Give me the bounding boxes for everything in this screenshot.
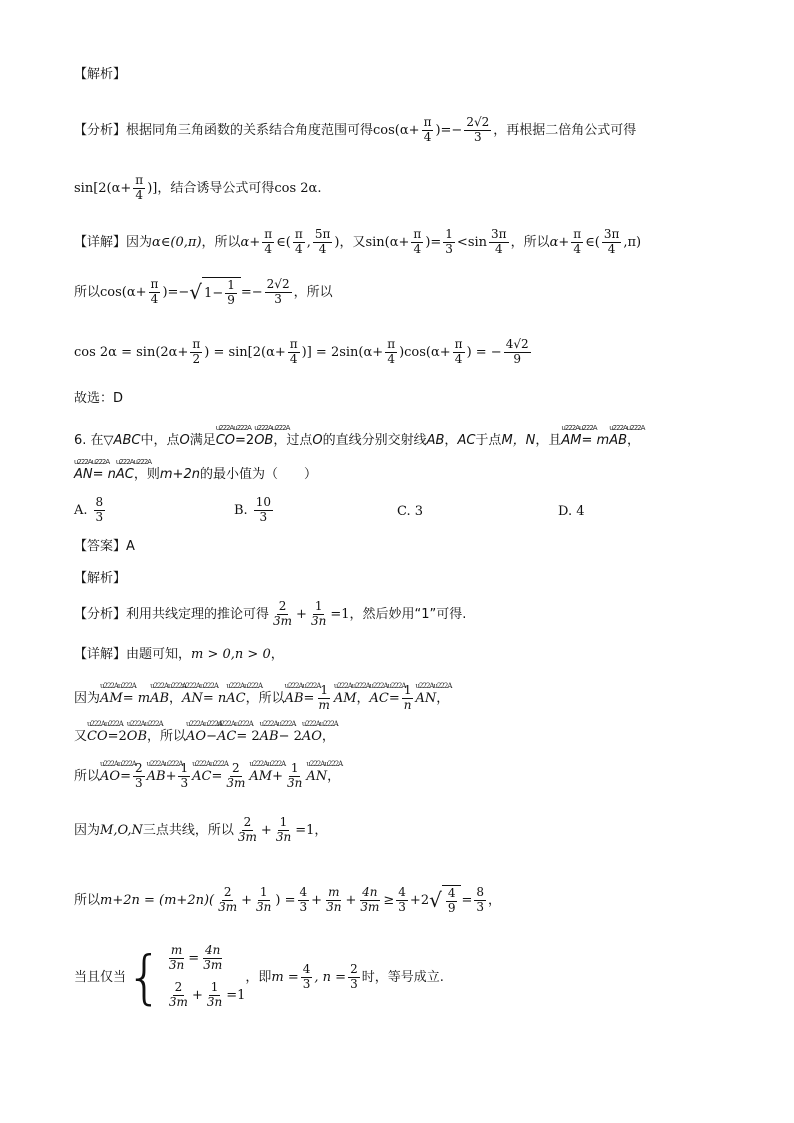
math: )	[334, 234, 340, 250]
q6-stem-line-1: 6. 在 ▽ABC 中，点 O 满足 u222Au222A CO =2 u222Au222A OB ，过点 O 的直线分别交射线 AB ， AC 于点 M，N ，且 u222Au222A AM = m u222Au222A AB ，	[74, 430, 754, 450]
math: cos(α+	[100, 284, 147, 300]
math-cos2a: cos 2α	[274, 180, 318, 196]
text: ，所以	[293, 284, 333, 300]
frac-2root2-3: $\frac{2√2}{3}$	[466, 114, 490, 144]
frac-pi-4: $\frac{\pi}{4}$	[423, 114, 432, 144]
jiexi-heading: 【解析】	[74, 67, 127, 82]
q6-xiangjie-line-6: 所以 m+2n = (m+2n)( $\frac{2}{3m}$ + $\frac{1}{3n}$ ) = $\frac{4}{3}$ + $\frac{m}{3n}$ + $\frac{4n}{3m}$ ≥ $\frac{4}{3}$ +2 √ $\frac{4}{9}$ = $\frac{8}{3}$ ，	[74, 884, 502, 915]
answer-label: 【答案】A	[74, 539, 135, 554]
frac-2root2-3: $\frac{2√2}{3}$	[266, 276, 290, 306]
xiangjie-label: 【详解】	[74, 234, 127, 250]
q6-xiangjie-line-4: 所以 u222Au222A AO = $\frac{2}{3}$ u222Au222A AB + $\frac{1}{3}$ u222Au222A AC = $\frac{2}{3m}$ u222Au222A AM + $\frac{1}{3n}$ u222Au222A AN ，	[74, 758, 754, 794]
option-d[interactable]: D. 4	[558, 504, 585, 519]
q6-xiangjie-line-1: 【详解】 由题可知， m > 0,n > 0 ，	[74, 647, 284, 662]
xiangjie-line-2	[74, 274, 754, 310]
option-a[interactable]: A. $\frac{8}{3}$	[74, 495, 104, 524]
fenxi-line-2	[74, 170, 754, 206]
frac-pi-4: $\frac{\pi}{4}$	[264, 226, 273, 256]
frac-pi-4: $\frac{\pi}{4}$	[135, 172, 144, 202]
math: α+	[549, 234, 570, 250]
math: α+	[240, 234, 261, 250]
fenxi-line	[74, 112, 754, 148]
answer-choice: 故选：D	[74, 391, 124, 406]
text: 因为	[126, 234, 153, 250]
frac-pi-4: $\frac{\pi}{4}$	[413, 226, 422, 256]
math-eq: )=−	[435, 122, 463, 138]
frac-pi-4: $\frac{\pi}{4}$	[454, 336, 463, 366]
vector-AB: u222Au222A AB	[609, 434, 627, 447]
text: ，所以	[201, 234, 241, 250]
math: ∈(	[276, 234, 291, 250]
option-b[interactable]: B. $\frac{10}{3}$	[234, 495, 271, 524]
long-equation	[74, 334, 754, 370]
frac-4root2-9: $\frac{4√2}{9}$	[505, 336, 529, 366]
period: .	[317, 180, 322, 196]
frac-1-3: $\frac{1}{3}$	[445, 226, 453, 256]
frac-pi-4: $\frac{\pi}{4}$	[387, 336, 396, 366]
text: ，又	[339, 234, 366, 250]
frac-pi-2: $\frac{\pi}{2}$	[192, 336, 201, 366]
math: ) = −	[466, 344, 502, 360]
frac-pi-4: $\frac{\pi}{4}$	[289, 336, 298, 366]
math: sin(α+	[365, 234, 410, 250]
frac-pi-4: $\frac{\pi}{4}$	[150, 276, 159, 306]
math: cos 2α = sin(2α+	[74, 344, 189, 360]
xiangjie-line-1	[74, 224, 754, 260]
math: )=−	[162, 284, 190, 300]
frac-3pi-4: $\frac{3\pi}{4}$	[603, 226, 620, 256]
math-cos: cos(α+	[373, 122, 420, 138]
q6-xiangjie-line-2: 因为 u222Au222A AM = m u222Au222A AB ， u222Au222A AN = n u222Au222A AC ，所以 u222Au222A AB = $\frac{1}{m}$ u222Au222A AM ， u222Au222A AC = $\frac{1}{n}$ u222Au222A AN ，	[74, 680, 754, 716]
fenxi-text-2: ，再根据二倍角公式可得	[493, 122, 637, 138]
option-c[interactable]: C. 3	[397, 504, 424, 519]
math: α∈(0,π)	[152, 234, 202, 250]
frac-5pi-4: $\frac{5\pi}{4}$	[314, 226, 331, 256]
frac-pi-4: $\frac{\pi}{4}$	[294, 226, 303, 256]
math-close: )]	[147, 180, 158, 196]
frac-3pi-4: $\frac{3\pi}{4}$	[491, 226, 507, 256]
sqrt-expr: √ 1− $\frac{1}{9}$	[189, 277, 241, 308]
math: ∈(	[585, 234, 600, 250]
math: ,	[306, 234, 311, 250]
math: ,π)	[623, 234, 642, 250]
frac-pi-4: $\frac{\pi}{4}$	[573, 226, 582, 256]
fenxi-label: 【分析】	[74, 122, 127, 138]
q6-xiangjie-line-5: 因为 M,O,N 三点共线，所以 $\frac{2}{3m}$ + $\frac{1}{3n}$ =1 ，	[74, 814, 328, 844]
q6-xiangjie-line-3: 又 u222Au222A CO =2 u222Au222A OB ，所以 u222Au222A AO − u222Au222A AC = 2 u222Au222A AB − 2 u222Au222A AO ，	[74, 730, 754, 743]
jiexi-heading-2: 【解析】	[74, 571, 127, 586]
text: 所以	[74, 284, 101, 300]
text: ，所以	[510, 234, 550, 250]
q6-xiangjie-line-7: 当且仅当 { $\frac{m}{3n}$ = $\frac{4n}{3m}$ $\frac{2}{3m}$ + $\frac{1}{3n}$ =1 ，即 m = $\frac{4}{3}$ , n = $\frac{2}{3}$ 时，等号成立.	[74, 942, 444, 1011]
vector-CO: u222Au222A CO	[216, 434, 235, 447]
vector-AC: u222Au222A AC	[116, 468, 134, 481]
math-sin: sin[2(α+	[74, 180, 132, 196]
math: ) = sin[2(α+	[204, 344, 286, 360]
q6-fenxi-line: 【分析】 利用共线定理的推论可得 $\frac{2}{3m}$ + $\frac{1}{3n}$ =1 ，然后妙用“1”可得.	[74, 598, 467, 628]
vector-AN: u222Au222A AN	[74, 468, 93, 481]
q6-stem-line-2: u222Au222A AN = n u222Au222A AC ，则 m+2n 的最小值为（ ）	[74, 464, 754, 484]
math: )] = 2sin(α+	[301, 344, 384, 360]
fenxi-text: 根据同角三角函数的关系结合角度范围可得	[126, 122, 374, 138]
q6-options	[74, 496, 774, 530]
fenxi-text-3: ，结合诱导公式可得	[157, 180, 275, 196]
vector-AM: u222Au222A AM	[561, 434, 581, 447]
math: <sin	[456, 234, 488, 250]
equation-system: $\frac{m}{3n}$ = $\frac{4n}{3m}$ $\frac{2}{3m}$ + $\frac{1}{3n}$ =1	[168, 943, 246, 1009]
math: =−	[240, 284, 263, 300]
math: )cos(α+	[399, 344, 451, 360]
math: )=	[425, 234, 442, 250]
vector-OB: u222Au222A OB	[254, 434, 273, 447]
